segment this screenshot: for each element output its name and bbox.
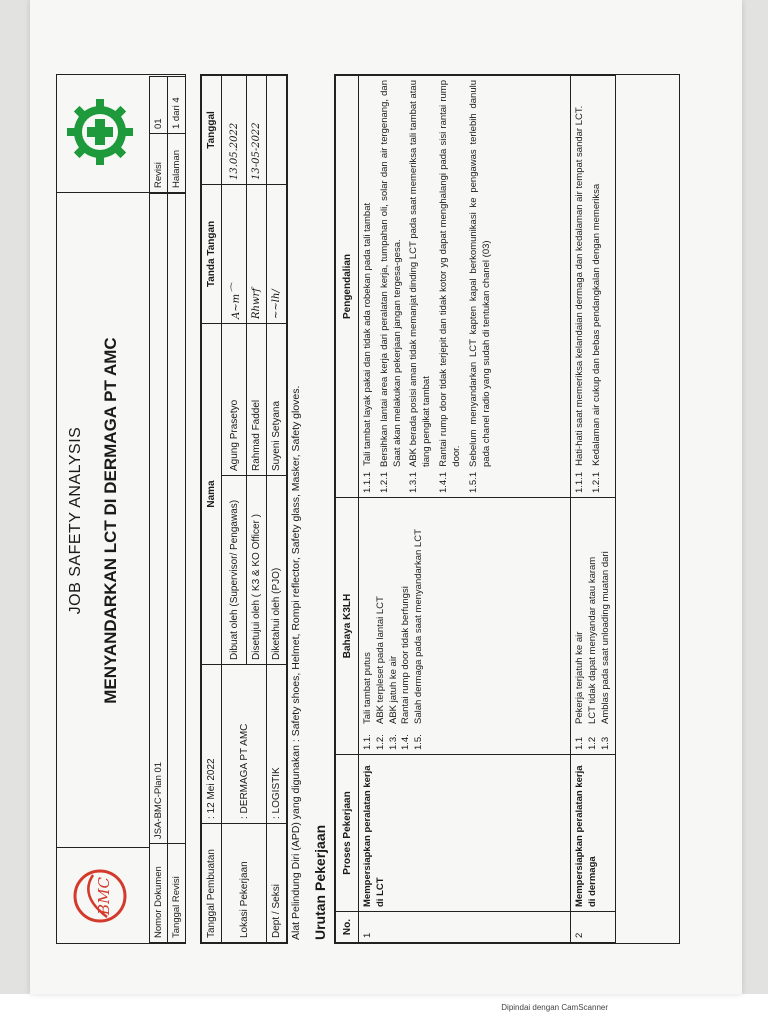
diketahui-tanggal xyxy=(267,76,287,185)
revisi-value: 01 xyxy=(150,77,168,134)
disetujui-nama: Rahmad Faddel xyxy=(247,324,267,476)
pengendalian-item: 1.2.1 Bersihkan lantai area kerja dari peralatan kerja, tumpahan oli, solar dan air tergenang, dan Saat akan melakukan pekerjaan jangan tergesa-gesa. xyxy=(378,80,403,493)
col-nama-header: Nama xyxy=(202,324,222,665)
urutan-title: Urutan Pekerjaan xyxy=(312,824,328,940)
pengendalian-item: 1.1.1 Tali tambat layak pakai dan tidak ada robekan pada tali tambat xyxy=(362,202,373,493)
step-row-2 xyxy=(571,76,616,943)
approval-info xyxy=(200,74,288,944)
footer-strip xyxy=(0,994,768,1024)
step-1-pengendalian xyxy=(359,76,571,498)
jsa-document xyxy=(56,74,680,944)
document-meta-left xyxy=(149,193,186,943)
col-no-header: No. xyxy=(336,912,359,943)
bahaya-item: 1.3 Amblas pada saat unloading muatan dari xyxy=(599,551,611,750)
diketahui-role: Diketahui oleh (PJO) xyxy=(267,476,287,665)
dibuat-tanggal: 13.05.2022 xyxy=(222,76,247,185)
halaman-label: Halaman xyxy=(168,134,186,193)
bahaya-item: 1.4. Rantai rump door tidak berfungsi xyxy=(400,586,412,750)
step-2-bahaya xyxy=(571,498,616,755)
bahaya-item: 1.2 LCT tidak dapat menyandar atau karam xyxy=(586,556,598,750)
apd-text: Alat Pelindung Diri (APD) yang digunakan : Safety shoes, Helmet, Rompi reflector, Safety glass, Masker, Safety gloves. xyxy=(290,385,302,940)
lokasi-value: : DERMAGA PT AMC xyxy=(222,665,267,824)
main-title: MENYANDARKAN LCT DI DERMAGA PT AMC xyxy=(101,337,120,704)
step-row-1 xyxy=(359,76,571,943)
bahaya-item: 1.2. ABK terpleset pada lantai LCT xyxy=(374,596,386,750)
dept-label: Dept / Seksi xyxy=(267,824,287,943)
nomor-dokumen-value: JSA-BMC-Plan 01 xyxy=(150,194,168,844)
dibuat-nama: Agung Prasetyo xyxy=(222,324,247,476)
bahaya-item: 1.1. Tali tambat putus xyxy=(362,652,373,750)
col-ttd-header: Tanda Tangan xyxy=(202,185,222,324)
bahaya-item: 1.3. ABK jatuh ke air xyxy=(387,655,399,750)
scanner-watermark: Dipindai dengan CamScanner xyxy=(501,1003,608,1012)
dibuat-signature: A~m⌒ xyxy=(222,185,247,324)
step-2-no: 2 xyxy=(571,912,616,943)
dibuat-role: Dibuat oleh (Supervisor/ Pengawas) xyxy=(222,476,247,665)
tanggal-revisi-value xyxy=(168,194,186,844)
disetujui-role: Disetujui oleh ( K3 & KO Officer ) xyxy=(247,476,267,665)
step-1-no: 1 xyxy=(359,912,571,943)
k3-gear-cross-icon xyxy=(65,97,135,167)
col-proses-header: Proses Pekerjaan xyxy=(336,755,359,912)
tanggal-revisi-label: Tanggal Revisi xyxy=(168,844,186,943)
step-2-proses: Mempersiapkan peralatan kerja di dermaga xyxy=(571,755,616,912)
steps-table xyxy=(334,74,680,944)
diketahui-nama: Suyeni Setyana xyxy=(267,324,287,476)
dept-value: : LOGISTIK xyxy=(267,665,287,824)
step-1-bahaya xyxy=(359,498,571,755)
svg-text:BMC: BMC xyxy=(95,877,113,915)
step-2-pengendalian xyxy=(571,76,616,498)
jsa-title: JOB SAFETY ANALYSIS xyxy=(67,426,84,615)
document-meta-right xyxy=(149,76,186,193)
pengendalian-item: 1.1.1 Hati-hati saat memeriksa kelandaian dermaga dan kedalaman air tempat sandar LCT. xyxy=(574,105,585,493)
nomor-dokumen-label: Nomor Dokumen xyxy=(150,844,168,943)
logo-cell xyxy=(57,847,150,943)
halaman-value: 1 dari 4 xyxy=(168,77,186,134)
diketahui-signature: ~~lh/ xyxy=(267,185,287,324)
pengendalian-item: 1.3.1 ABK berada posisi aman tidak memanjat dinding LCT pada saat memeriksa tali tambat atau tiang pengikat tambat xyxy=(408,80,433,493)
col-bahaya-header: Bahaya K3LH xyxy=(336,498,359,755)
document-header xyxy=(56,74,186,944)
disetujui-signature: Rhwrf xyxy=(247,185,267,324)
disetujui-tanggal: 13-05-2022 xyxy=(247,76,267,185)
pengendalian-item: 1.4.1 Rantai rump door tidak terjepit dan tidak kotor yg dapat menghalangi pada sisi rantai rump door. xyxy=(438,80,462,493)
title-cell xyxy=(57,192,149,848)
pengendalian-item: 1.5.1 Sebelum menyandarkan LCT kapten kapal berkomunikasi ke pengawas terlebih danulu pada chanel radio yang sudah di tentukan chanel (03) xyxy=(467,80,492,493)
lokasi-label: Lokasi Pekerjaan xyxy=(222,824,267,943)
bmc-logo-icon xyxy=(69,865,131,927)
bahaya-item: 1.5. Salah dermaga pada saat menyandarkan LCT xyxy=(413,529,425,750)
step-1-proses: Mempersiapkan peralatan kerja di LCT xyxy=(359,755,571,912)
revisi-label: Revisi xyxy=(150,134,168,193)
gear-cell xyxy=(57,76,150,193)
tanggal-pembuatan-value: : 12 Mei 2022 xyxy=(202,665,222,824)
bahaya-item: 1.1 Pekerja terjatuh ke air xyxy=(574,631,585,750)
col-tanggal-header: Tanggal xyxy=(202,76,222,185)
tanggal-pembuatan-label: Tanggal Pembuatan xyxy=(202,824,222,943)
pengendalian-item: 1.2.1 Kedalaman air cukup dan bebas pendangkalan dengan memeriksa xyxy=(590,183,602,493)
col-pengendalian-header: Pengendalian xyxy=(336,76,359,498)
